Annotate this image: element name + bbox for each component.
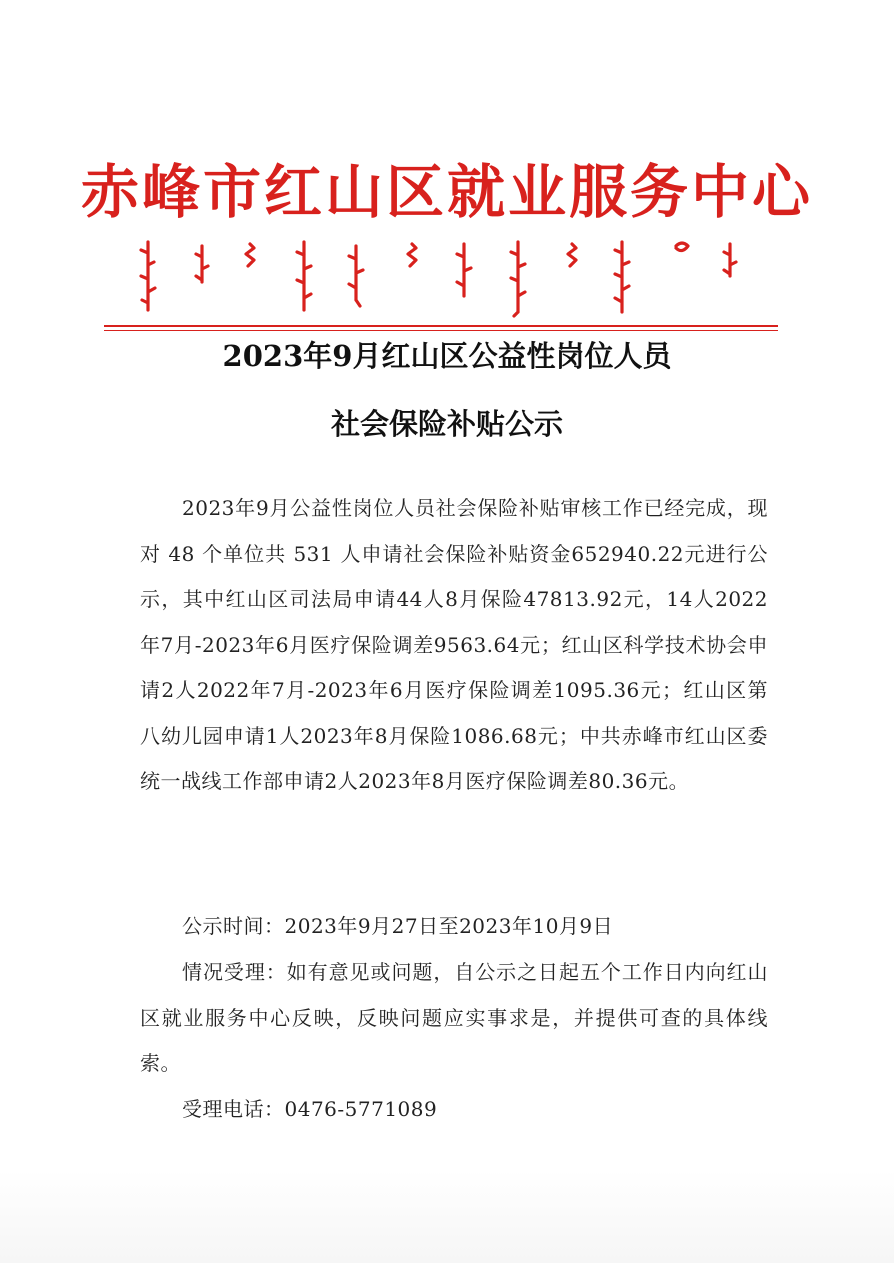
- mongolian-script-logo: [130, 236, 770, 318]
- header-divider-thick: [104, 325, 778, 327]
- scan-shadow: [0, 1170, 894, 1263]
- header-divider-thin: [104, 330, 778, 331]
- contact-phone-paragraph: 受理电话：0476-5771089: [182, 1097, 438, 1121]
- document-title-line-1: 2023年9月红山区公益性岗位人员: [222, 339, 672, 373]
- complaint-handling-paragraph: 情况受理：如有意见或问题，自公示之日起五个工作日内向红山区就业服务中心反映，反映问题应实事求是，并提供可查的具体线索。: [140, 960, 768, 1075]
- notice-period-paragraph: 公示时间：2023年9月27日至2023年10月9日: [182, 914, 614, 938]
- main-paragraph: 2023年9月公益性岗位人员社会保险补贴审核工作已经完成，现对 48 个单位共 531 人申请社会保险补贴资金652940.22元进行公示，其中红山区司法局申请44人8月保险47813.92元，14人2022年7月-2023年6月医疗保险调差9563.64元；红山区科学技术协会申请2人2022年7月-2023年6月医疗保险调差1095.36元；红山区第八幼儿园申请1人2023年8月保险1086.68元；中共赤峰市红山区委统一战线工作部申请2人2023年8月医疗保险调差80.36元。: [140, 496, 768, 793]
- document-title-line-2: 社会保险补贴公示: [330, 407, 563, 441]
- organization-name: 赤峰市红山区就业服务中心: [80, 158, 813, 226]
